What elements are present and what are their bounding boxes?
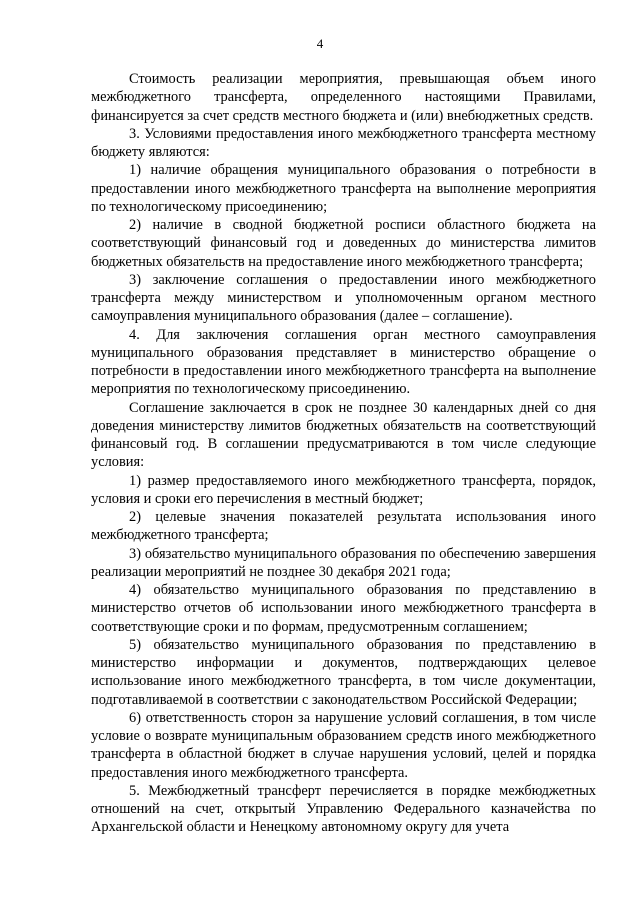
paragraph: 2) наличие в сводной бюджетной росписи областного бюджета на соответствующий финансовый год и доведенных до министерства лимитов бюджетных обязательств на предоставление иного межбюджетного трансферта; — [91, 217, 596, 270]
paragraph: 3. Условиями предоставления иного межбюджетного трансферта местному бюджету являются: — [91, 125, 596, 160]
paragraph: 4. Для заключения соглашения орган местного самоуправления муниципального образования представляет в министерство обращение о потребности в предоставлении иного межбюджетного трансферта на выполнение мероприятия по технологическому присоединению. — [91, 326, 596, 398]
paragraph: Стоимость реализации мероприятия, превышающая объем иного межбюджетного трансферта, определенного настоящими Правилами, финансируется за счет средств местного бюджета и (или) внебюджетных средств. — [91, 71, 596, 124]
paragraph: 5. Межбюджетный трансферт перечисляется в порядке межбюджетных отношений на счет, открытый Управлению Федерального казначейства по Архангельской области и Ненецкому автономному округу для учета — [91, 782, 596, 836]
document-body — [91, 70, 596, 837]
paragraph: 2) целевые значения показателей результата использования иного межбюджетного трансферта; — [91, 509, 596, 544]
paragraph: 1) размер предоставляемого иного межбюджетного трансферта, порядок, условия и сроки его перечисления в местный бюджет; — [91, 472, 596, 507]
paragraph: 6) ответственность сторон за нарушение условий соглашения, в том числе условие о возврате муниципальным образованием средств иного межбюджетного трансферта в областной бюджет в случае нарушения условий, целей и порядка предоставления иного межбюджетного трансферта. — [91, 709, 596, 781]
page-number: 4 — [316, 36, 324, 51]
paragraph: 1) наличие обращения муниципального образования о потребности в предоставлении иного межбюджетного трансферта на выполнение мероприятия по технологическому присоединению; — [91, 162, 596, 215]
paragraph: 5) обязательство муниципального образования по представлению в министерство информации и документов, подтверждающих целевое использование иного межбюджетного трансферта, в том числе документации, подготавливаемой в соответствии с законодательством Российской Федерации; — [91, 636, 596, 708]
paragraph: 3) обязательство муниципального образования по обеспечению завершения реализации мероприятий не позднее 30 декабря 2021 года; — [91, 545, 596, 580]
paragraph: 4) обязательство муниципального образования по представлению в министерство отчетов об использовании иного межбюджетного трансферта в соответствующие сроки и по формам, предусмотренным соглашением; — [91, 582, 596, 635]
paragraph: Соглашение заключается в срок не позднее 30 календарных дней со дня доведения министерству лимитов бюджетных обязательств на соответствующий финансовый год. В соглашении предусматриваются в том числе следующие условия: — [91, 399, 596, 471]
paragraph: 3) заключение соглашения о предоставлении иного межбюджетного трансферта между министерством и уполномоченным органом местного самоуправления муниципального образования (далее – соглашение). — [91, 271, 596, 325]
